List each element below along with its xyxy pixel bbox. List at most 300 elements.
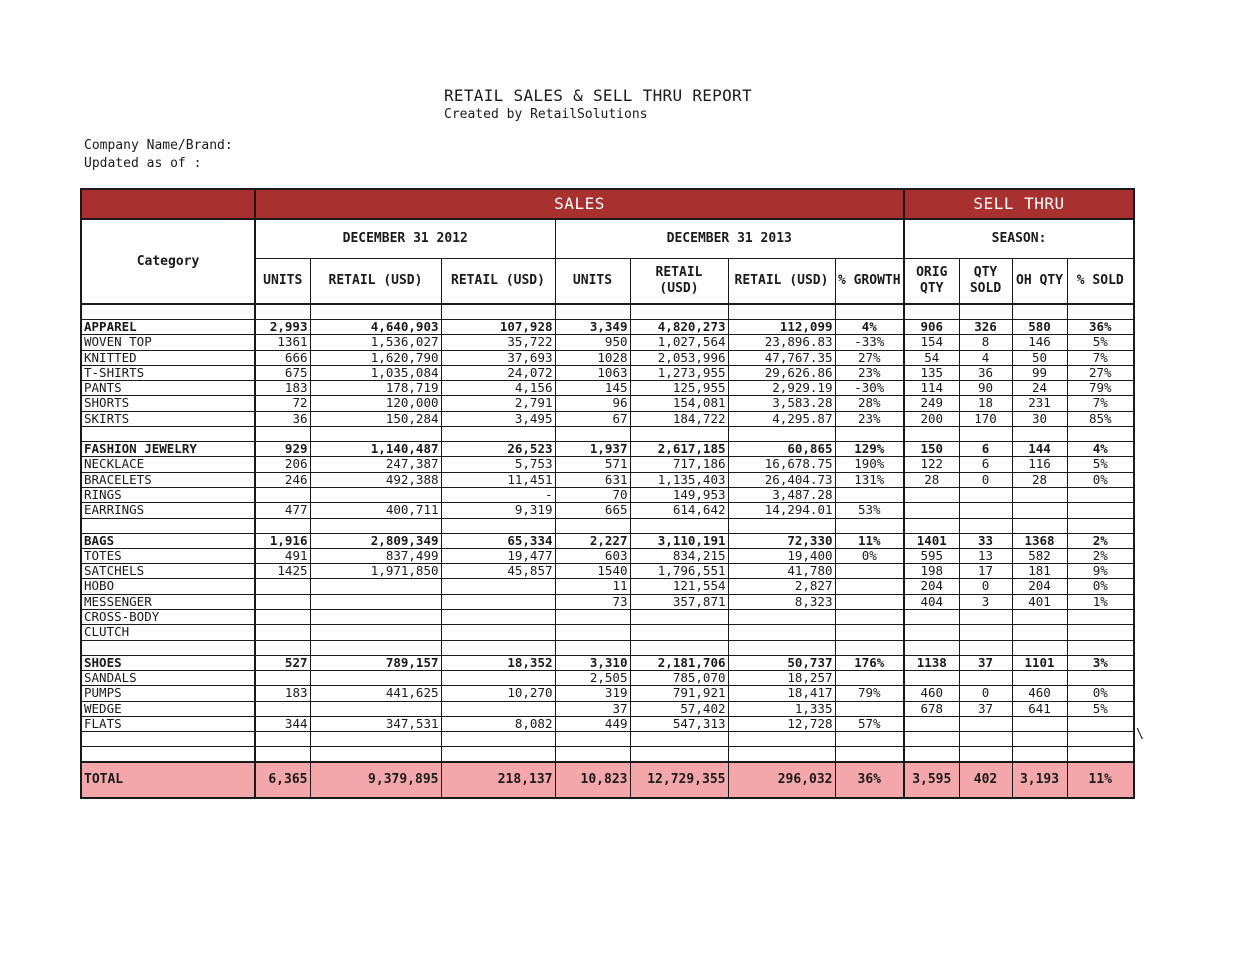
cell-units-2012 [255, 625, 310, 640]
cell-pct-sold: 1% [1067, 594, 1134, 609]
column-header-oh-qty: OH QTY [1012, 259, 1067, 305]
cell-pct-sold: 4% [1067, 442, 1134, 457]
cell-units-2012 [255, 427, 310, 442]
cell-pct-sold: 5% [1067, 457, 1134, 472]
cell-retail-2012-b [441, 610, 555, 625]
cell-retail-2013-a: 785,070 [630, 670, 728, 685]
category-label [81, 304, 255, 320]
cell-retail-2012-a: 1,620,790 [310, 350, 441, 365]
cell-growth-pct: -30% [835, 381, 904, 396]
cell-pct-sold [1067, 304, 1134, 320]
cell-units-2013: 96 [555, 396, 630, 411]
cell-growth-pct: 27% [835, 350, 904, 365]
cell-retail-2012-a: 789,157 [310, 655, 441, 670]
column-header-retail-usd-2012-a: RETAIL (USD) [310, 259, 441, 305]
cell-units-2013: 319 [555, 686, 630, 701]
cell-orig-qty: 249 [904, 396, 959, 411]
cell-retail-2013-a [630, 625, 728, 640]
cell-oh-qty: 231 [1012, 396, 1067, 411]
cell-pct-sold: 85% [1067, 411, 1134, 426]
cell-oh-qty: 28 [1012, 472, 1067, 487]
cell-growth-pct: 190% [835, 457, 904, 472]
cell-growth-pct: 57% [835, 716, 904, 731]
cell-pct-sold: 0% [1067, 579, 1134, 594]
cell-oh-qty: 1368 [1012, 533, 1067, 548]
cell-retail-2013-a: 12,729,355 [630, 762, 728, 798]
cell-orig-qty [904, 670, 959, 685]
cell-retail-2013-a: 791,921 [630, 686, 728, 701]
cell-oh-qty: 24 [1012, 381, 1067, 396]
cell-retail-2012-b: 4,156 [441, 381, 555, 396]
cell-pct-sold: 79% [1067, 381, 1134, 396]
cell-oh-qty: 204 [1012, 579, 1067, 594]
cell-retail-2013-b: 14,294.01 [728, 503, 835, 518]
cell-oh-qty [1012, 304, 1067, 320]
cell-qty-sold [959, 427, 1012, 442]
cell-units-2012 [255, 579, 310, 594]
cell-oh-qty [1012, 670, 1067, 685]
spacer-row [81, 518, 1134, 533]
cell-oh-qty: 30 [1012, 411, 1067, 426]
cell-retail-2012-a: 4,640,903 [310, 320, 441, 335]
cell-pct-sold [1067, 716, 1134, 731]
category-label: FLATS [81, 716, 255, 731]
cell-retail-2013-b: 3,487.28 [728, 487, 835, 502]
cell-units-2012: 675 [255, 365, 310, 380]
cell-oh-qty [1012, 747, 1067, 763]
cell-retail-2012-a: 492,388 [310, 472, 441, 487]
spacer-row [81, 747, 1134, 763]
category-label: WEDGE [81, 701, 255, 716]
cell-orig-qty [904, 610, 959, 625]
cell-oh-qty: 116 [1012, 457, 1067, 472]
cell-retail-2013-a: 4,820,273 [630, 320, 728, 335]
cell-orig-qty [904, 427, 959, 442]
cell-pct-sold: 36% [1067, 320, 1134, 335]
cell-units-2012 [255, 640, 310, 655]
cell-retail-2012-a: 1,536,027 [310, 335, 441, 350]
cell-growth-pct [835, 732, 904, 747]
sales-section-header: SALES [255, 189, 904, 219]
cell-orig-qty [904, 503, 959, 518]
cell-retail-2013-b: 26,404.73 [728, 472, 835, 487]
cell-retail-2013-b: 18,417 [728, 686, 835, 701]
cell-qty-sold: 0 [959, 579, 1012, 594]
category-group-row [81, 442, 1134, 457]
cell-qty-sold: 326 [959, 320, 1012, 335]
table-row [81, 381, 1134, 396]
cell-retail-2012-b: 218,137 [441, 762, 555, 798]
category-label: KNITTED [81, 350, 255, 365]
stray-mark: \ [1136, 727, 1144, 742]
cell-units-2012 [255, 304, 310, 320]
cell-growth-pct: 129% [835, 442, 904, 457]
cell-oh-qty: 401 [1012, 594, 1067, 609]
cell-orig-qty: 1401 [904, 533, 959, 548]
cell-qty-sold: 90 [959, 381, 1012, 396]
cell-growth-pct [835, 487, 904, 502]
cell-retail-2012-b [441, 625, 555, 640]
cell-retail-2012-a [310, 610, 441, 625]
table-row [81, 564, 1134, 579]
category-label: MESSENGER [81, 594, 255, 609]
cell-pct-sold: 0% [1067, 686, 1134, 701]
cell-retail-2012-b [441, 594, 555, 609]
cell-orig-qty: 200 [904, 411, 959, 426]
cell-retail-2013-a: 2,053,996 [630, 350, 728, 365]
cell-units-2012 [255, 670, 310, 685]
category-label: T-SHIRTS [81, 365, 255, 380]
cell-pct-sold: 7% [1067, 350, 1134, 365]
cell-qty-sold: 17 [959, 564, 1012, 579]
cell-retail-2012-b [441, 701, 555, 716]
cell-pct-sold [1067, 640, 1134, 655]
cell-retail-2012-b: 37,693 [441, 350, 555, 365]
table-row [81, 365, 1134, 380]
cell-units-2012 [255, 701, 310, 716]
cell-retail-2013-a: 184,722 [630, 411, 728, 426]
cell-retail-2013-a [630, 640, 728, 655]
cell-qty-sold [959, 487, 1012, 502]
category-label: WOVEN TOP [81, 335, 255, 350]
cell-retail-2013-b: 8,323 [728, 594, 835, 609]
cell-units-2012: 344 [255, 716, 310, 731]
category-label: PUMPS [81, 686, 255, 701]
cell-retail-2012-b: - [441, 487, 555, 502]
cell-retail-2013-b: 41,780 [728, 564, 835, 579]
cell-units-2013: 67 [555, 411, 630, 426]
cell-units-2013: 1540 [555, 564, 630, 579]
cell-retail-2012-b [441, 304, 555, 320]
category-label: TOTAL [81, 762, 255, 798]
cell-retail-2013-a: 614,642 [630, 503, 728, 518]
cell-qty-sold [959, 610, 1012, 625]
cell-retail-2013-b [728, 625, 835, 640]
cell-growth-pct: 0% [835, 548, 904, 563]
category-label: SANDALS [81, 670, 255, 685]
cell-retail-2013-a: 1,273,955 [630, 365, 728, 380]
cell-orig-qty: 204 [904, 579, 959, 594]
cell-oh-qty [1012, 427, 1067, 442]
cell-growth-pct: 176% [835, 655, 904, 670]
cell-units-2013 [555, 304, 630, 320]
category-label [81, 747, 255, 763]
cell-oh-qty: 580 [1012, 320, 1067, 335]
cell-pct-sold [1067, 625, 1134, 640]
cell-retail-2012-b: 8,082 [441, 716, 555, 731]
cell-retail-2013-a: 125,955 [630, 381, 728, 396]
cell-growth-pct [835, 625, 904, 640]
cell-retail-2013-b: 50,737 [728, 655, 835, 670]
cell-retail-2013-b [728, 732, 835, 747]
cell-qty-sold [959, 716, 1012, 731]
cell-units-2012: 491 [255, 548, 310, 563]
table-row [81, 701, 1134, 716]
cell-growth-pct [835, 670, 904, 685]
cell-qty-sold: 37 [959, 655, 1012, 670]
cell-retail-2013-b: 72,330 [728, 533, 835, 548]
cell-retail-2012-b: 24,072 [441, 365, 555, 380]
cell-retail-2013-b: 2,929.19 [728, 381, 835, 396]
cell-qty-sold: 8 [959, 335, 1012, 350]
cell-pct-sold [1067, 503, 1134, 518]
cell-units-2012: 6,365 [255, 762, 310, 798]
cell-growth-pct: 23% [835, 365, 904, 380]
cell-orig-qty [904, 747, 959, 763]
cell-retail-2012-a [310, 670, 441, 685]
cell-oh-qty: 3,193 [1012, 762, 1067, 798]
cell-growth-pct [835, 610, 904, 625]
cell-retail-2012-a: 150,284 [310, 411, 441, 426]
cell-units-2012: 246 [255, 472, 310, 487]
cell-oh-qty [1012, 503, 1067, 518]
cell-retail-2012-a: 400,711 [310, 503, 441, 518]
cell-qty-sold: 402 [959, 762, 1012, 798]
cell-retail-2012-b: 26,523 [441, 442, 555, 457]
cell-qty-sold: 6 [959, 457, 1012, 472]
cell-oh-qty: 1101 [1012, 655, 1067, 670]
column-header-pct-sold: % SOLD [1067, 259, 1134, 305]
cell-retail-2012-b: 2,791 [441, 396, 555, 411]
cell-qty-sold [959, 732, 1012, 747]
report-body [81, 304, 1134, 798]
cell-units-2013 [555, 518, 630, 533]
cell-pct-sold: 2% [1067, 548, 1134, 563]
cell-retail-2013-a: 717,186 [630, 457, 728, 472]
cell-retail-2012-b [441, 427, 555, 442]
cell-pct-sold: 0% [1067, 472, 1134, 487]
category-label [81, 427, 255, 442]
cell-retail-2013-b: 1,335 [728, 701, 835, 716]
cell-retail-2013-b: 16,678.75 [728, 457, 835, 472]
cell-pct-sold: 5% [1067, 335, 1134, 350]
cell-retail-2013-a: 154,081 [630, 396, 728, 411]
cell-retail-2013-b: 60,865 [728, 442, 835, 457]
cell-retail-2013-b: 2,827 [728, 579, 835, 594]
cell-retail-2012-a [310, 640, 441, 655]
cell-retail-2013-a: 3,110,191 [630, 533, 728, 548]
category-group-row [81, 320, 1134, 335]
category-label: PANTS [81, 381, 255, 396]
table-row [81, 396, 1134, 411]
cell-units-2013: 10,823 [555, 762, 630, 798]
cell-growth-pct [835, 427, 904, 442]
cell-units-2012 [255, 487, 310, 502]
spacer-row [81, 640, 1134, 655]
cell-oh-qty: 641 [1012, 701, 1067, 716]
category-label: RINGS [81, 487, 255, 502]
cell-units-2012: 477 [255, 503, 310, 518]
cell-retail-2013-a: 2,617,185 [630, 442, 728, 457]
sell-thru-section-header: SELL THRU [904, 189, 1134, 219]
table-row [81, 503, 1134, 518]
season-header: SEASON: [904, 219, 1134, 259]
cell-retail-2012-a [310, 579, 441, 594]
cell-units-2013: 571 [555, 457, 630, 472]
cell-retail-2012-a [310, 487, 441, 502]
category-label: TOTES [81, 548, 255, 563]
cell-retail-2013-b [728, 518, 835, 533]
cell-units-2012: 36 [255, 411, 310, 426]
cell-units-2013: 449 [555, 716, 630, 731]
cell-qty-sold: 6 [959, 442, 1012, 457]
cell-orig-qty: 404 [904, 594, 959, 609]
cell-retail-2013-b: 296,032 [728, 762, 835, 798]
cell-retail-2012-a: 178,719 [310, 381, 441, 396]
table-row [81, 594, 1134, 609]
cell-pct-sold: 27% [1067, 365, 1134, 380]
cell-growth-pct: 23% [835, 411, 904, 426]
cell-units-2012: 72 [255, 396, 310, 411]
cell-units-2013 [555, 640, 630, 655]
cell-retail-2013-a [630, 610, 728, 625]
cell-units-2013: 1,937 [555, 442, 630, 457]
cell-retail-2013-b: 29,626.86 [728, 365, 835, 380]
cell-oh-qty: 181 [1012, 564, 1067, 579]
cell-units-2013: 631 [555, 472, 630, 487]
cell-retail-2013-a [630, 427, 728, 442]
cell-retail-2012-a [310, 732, 441, 747]
cell-retail-2013-b: 23,896.83 [728, 335, 835, 350]
table-row [81, 411, 1134, 426]
cell-units-2013 [555, 747, 630, 763]
cell-qty-sold: 18 [959, 396, 1012, 411]
cell-retail-2012-b: 35,722 [441, 335, 555, 350]
report-subtitle: Created by RetailSolutions [444, 107, 648, 122]
cell-growth-pct: 4% [835, 320, 904, 335]
spacer-row [81, 732, 1134, 747]
cell-qty-sold: 170 [959, 411, 1012, 426]
cell-orig-qty [904, 304, 959, 320]
cell-oh-qty [1012, 610, 1067, 625]
cell-units-2013 [555, 732, 630, 747]
cell-qty-sold: 0 [959, 472, 1012, 487]
cell-oh-qty [1012, 625, 1067, 640]
cell-qty-sold [959, 304, 1012, 320]
cell-orig-qty: 595 [904, 548, 959, 563]
cell-orig-qty [904, 716, 959, 731]
cell-retail-2013-b [728, 747, 835, 763]
table-row [81, 350, 1134, 365]
cell-retail-2012-b [441, 640, 555, 655]
cell-pct-sold [1067, 610, 1134, 625]
cell-qty-sold [959, 625, 1012, 640]
cell-growth-pct: 36% [835, 762, 904, 798]
cell-units-2013: 73 [555, 594, 630, 609]
category-label: BAGS [81, 533, 255, 548]
cell-pct-sold [1067, 487, 1134, 502]
cell-units-2013: 665 [555, 503, 630, 518]
category-label: SHORTS [81, 396, 255, 411]
cell-units-2013 [555, 610, 630, 625]
category-label: NECKLACE [81, 457, 255, 472]
cell-qty-sold [959, 503, 1012, 518]
cell-qty-sold [959, 518, 1012, 533]
cell-pct-sold [1067, 427, 1134, 442]
cell-units-2012 [255, 518, 310, 533]
cell-retail-2013-a: 149,953 [630, 487, 728, 502]
cell-oh-qty: 50 [1012, 350, 1067, 365]
category-label: HOBO [81, 579, 255, 594]
category-label: APPAREL [81, 320, 255, 335]
cell-orig-qty: 135 [904, 365, 959, 380]
cell-retail-2012-b [441, 518, 555, 533]
cell-pct-sold [1067, 747, 1134, 763]
cell-retail-2012-b [441, 747, 555, 763]
table-row [81, 472, 1134, 487]
cell-retail-2012-b: 45,857 [441, 564, 555, 579]
cell-retail-2012-a: 2,809,349 [310, 533, 441, 548]
cell-retail-2012-b: 3,495 [441, 411, 555, 426]
table-row [81, 335, 1134, 350]
cell-retail-2013-a: 834,215 [630, 548, 728, 563]
column-header-orig-qty: ORIG QTY [904, 259, 959, 305]
cell-retail-2013-a: 357,871 [630, 594, 728, 609]
category-label: EARRINGS [81, 503, 255, 518]
cell-retail-2013-b [728, 610, 835, 625]
cell-orig-qty: 28 [904, 472, 959, 487]
column-header-units-2012: UNITS [255, 259, 310, 305]
column-header-units-2013: UNITS [555, 259, 630, 305]
cell-orig-qty: 460 [904, 686, 959, 701]
cell-retail-2012-a [310, 747, 441, 763]
cell-units-2013: 2,505 [555, 670, 630, 685]
cell-growth-pct: 53% [835, 503, 904, 518]
cell-pct-sold: 3% [1067, 655, 1134, 670]
cell-growth-pct: 79% [835, 686, 904, 701]
table-row [81, 716, 1134, 731]
cell-retail-2013-b: 47,767.35 [728, 350, 835, 365]
cell-orig-qty: 678 [904, 701, 959, 716]
column-header-retail-usd-2012-b: RETAIL (USD) [441, 259, 555, 305]
cell-growth-pct [835, 579, 904, 594]
cell-retail-2013-a: 1,135,403 [630, 472, 728, 487]
cell-oh-qty: 582 [1012, 548, 1067, 563]
cell-qty-sold [959, 640, 1012, 655]
cell-oh-qty: 146 [1012, 335, 1067, 350]
table-row [81, 457, 1134, 472]
column-header-retail-usd-2013-b: RETAIL (USD) [728, 259, 835, 305]
cell-growth-pct [835, 564, 904, 579]
table-row [81, 625, 1134, 640]
cell-retail-2013-a: 2,181,706 [630, 655, 728, 670]
column-header-growth-pct: % GROWTH [835, 259, 904, 305]
report-title: RETAIL SALES & SELL THRU REPORT [444, 86, 752, 105]
cell-growth-pct [835, 594, 904, 609]
cell-retail-2012-b: 10,270 [441, 686, 555, 701]
cell-oh-qty: 460 [1012, 686, 1067, 701]
cell-retail-2012-a: 9,379,895 [310, 762, 441, 798]
category-group-row [81, 533, 1134, 548]
cell-oh-qty [1012, 640, 1067, 655]
cell-orig-qty [904, 487, 959, 502]
category-label: BRACELETS [81, 472, 255, 487]
cell-units-2012: 666 [255, 350, 310, 365]
cell-orig-qty: 150 [904, 442, 959, 457]
column-header-qty-sold: QTY SOLD [959, 259, 1012, 305]
cell-units-2012 [255, 732, 310, 747]
cell-retail-2012-a: 1,035,084 [310, 365, 441, 380]
cell-units-2013 [555, 427, 630, 442]
cell-retail-2012-b: 65,334 [441, 533, 555, 548]
cell-qty-sold [959, 747, 1012, 763]
cell-orig-qty: 54 [904, 350, 959, 365]
category-label [81, 518, 255, 533]
cell-units-2013: 37 [555, 701, 630, 716]
cell-units-2012 [255, 594, 310, 609]
cell-units-2012: 1,916 [255, 533, 310, 548]
cell-orig-qty [904, 518, 959, 533]
